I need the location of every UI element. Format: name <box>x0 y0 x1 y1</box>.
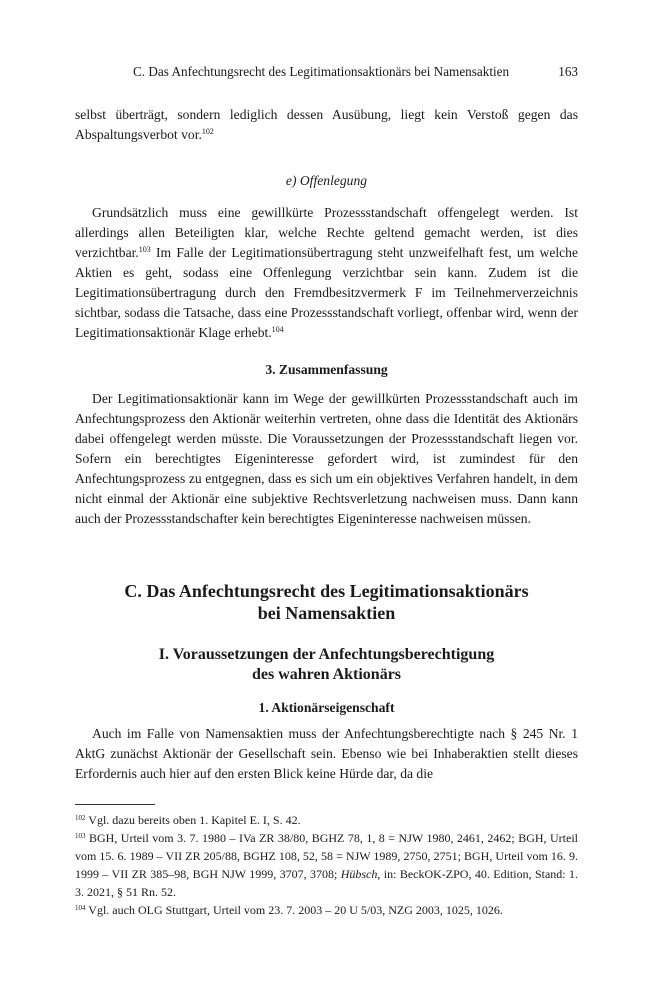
section-heading-line: des wahren Aktionärs <box>251 666 402 683</box>
footnote-text: Vgl. auch OLG Stuttgart, Urteil vom 23. 7. 2003 – 20 U 5/03, NZG 2003, 1025, 1026. <box>88 903 503 917</box>
paragraph-continuation <box>75 105 578 145</box>
paragraph-text: Im Falle der Legitimationsübertragung steht unzweifelhaft fest, um welche Aktien es geht, sodass eine Offenlegung verzichtbar sein kann. Zudem ist die Legitimationsübertragung durch den Fremdbesitzvermerk F im Teilnehmerverzeichnis sichtbar, sodass die Tatsache, dass eine Prozessstandschaft vorliegt, offenbar wird, wenn der Legitimationsaktionär Klage erhebt. <box>75 245 578 340</box>
heading-text: 3. Zusammenfassung <box>265 362 388 377</box>
subheading-offenlegung <box>75 171 578 191</box>
running-head-title: C. Das Anfechtungsrecht des Legitimationsaktionärs bei Namensaktien <box>133 64 510 79</box>
heading-text: 1. Aktionärseigenschaft <box>258 700 395 715</box>
footnote-number: 102 <box>75 814 86 822</box>
footnote-number: 103 <box>75 832 86 840</box>
paragraph-text: Auch im Falle von Namensaktien muss der Anfechtungsberechtigte nach § 245 Nr. 1 AktG zunächst Aktionär der Gesellschaft sein. Ebenso wie bei Inhaberaktien stellt dieses Erfordernis auch hier auf den ersten Blick keine Hürde dar, da die <box>75 726 578 781</box>
footnote-text: , in: BeckOK-ZPO, 40. Edition, Stand: 1. 3. 2021, § 51 Rn. 52. <box>75 867 579 899</box>
footnote-author: Hübsch <box>340 867 378 881</box>
paragraph-text: selbst überträgt, sondern lediglich dessen Ausübung, liegt kein Verstoß gegen das Abspaltungsverbot vor. <box>75 107 578 142</box>
footnote-104 <box>75 901 578 919</box>
heading-aktionaerseigenschaft <box>75 698 578 718</box>
chapter-heading <box>75 580 578 624</box>
section-heading <box>75 645 578 685</box>
footnote-ref: 104 <box>271 325 284 334</box>
footnotes <box>75 811 578 919</box>
footnote-ref: 103 <box>138 245 151 254</box>
paragraph-aktionaerseigenschaft <box>75 724 578 784</box>
subheading-text: e) Offenlegung <box>285 173 368 188</box>
footnote-text: Vgl. dazu bereits oben 1. Kapitel E. I, S. 42. <box>88 813 301 827</box>
paragraph-offenlegung <box>75 203 578 343</box>
footnote-102 <box>75 811 578 829</box>
running-head <box>75 64 578 84</box>
footnote-text: BGH, Urteil vom 3. 7. 1980 – IVa ZR 38/80, BGHZ 78, 1, 8 = NJW 1980, 2461, 2462; BGH, Urteil vom 15. 6. 1989 – VII ZR 205/88, BGHZ 108, 52, 58 = NJW 1989, 2750, 2751; BGH, Urteil vom 16. 9. 1999 – VII ZR 385–98, BGH NJW 1999, 3707, 3708; <box>75 831 579 881</box>
footnote-103 <box>75 829 578 901</box>
paragraph-zusammenfassung <box>75 389 578 529</box>
paragraph-text: Grundsätzlich muss eine gewillkürte Prozessstandschaft offengelegt werden. Ist allerdings allen Beteiligten klar, welche Rechte geltend gemacht werden, ist dies verzichtbar. <box>75 205 578 260</box>
section-heading-line: I. Voraussetzungen der Anfechtungsberechtigung <box>158 646 495 663</box>
footnote-divider <box>75 804 155 805</box>
chapter-heading-line: bei Namensaktien <box>257 603 396 623</box>
chapter-heading-line: C. Das Anfechtungsrecht des Legitimationsaktionärs <box>124 581 529 601</box>
heading-zusammenfassung <box>75 360 578 380</box>
footnote-number: 104 <box>75 904 86 912</box>
paragraph-text: Der Legitimationsaktionär kann im Wege der gewillkürten Prozessstandschaft auch im Anfechtungsprozess den Aktionär weiterhin vertreten, ohne dass die Identität des Aktionärs dabei offengelegt werden müsste. Die Voraussetzungen der Prozessstandschaft liegen vor. Sofern ein berechtigtes Eigeninteresse gefordert wird, ist zumindest für den Anfechtungsprozess zu entgegnen, dass es sich um ein objektives Verfahren handelt, in dem nicht einmal der Aktionär eine subjektive Rechtsverletzung nachweisen muss. Dann kann auch der Prozessstandschafter kein berechtigtes Eigeninteresse nachweisen müssen. <box>75 391 578 526</box>
footnote-ref: 102 <box>201 127 214 136</box>
page-number: 163 <box>558 64 578 79</box>
